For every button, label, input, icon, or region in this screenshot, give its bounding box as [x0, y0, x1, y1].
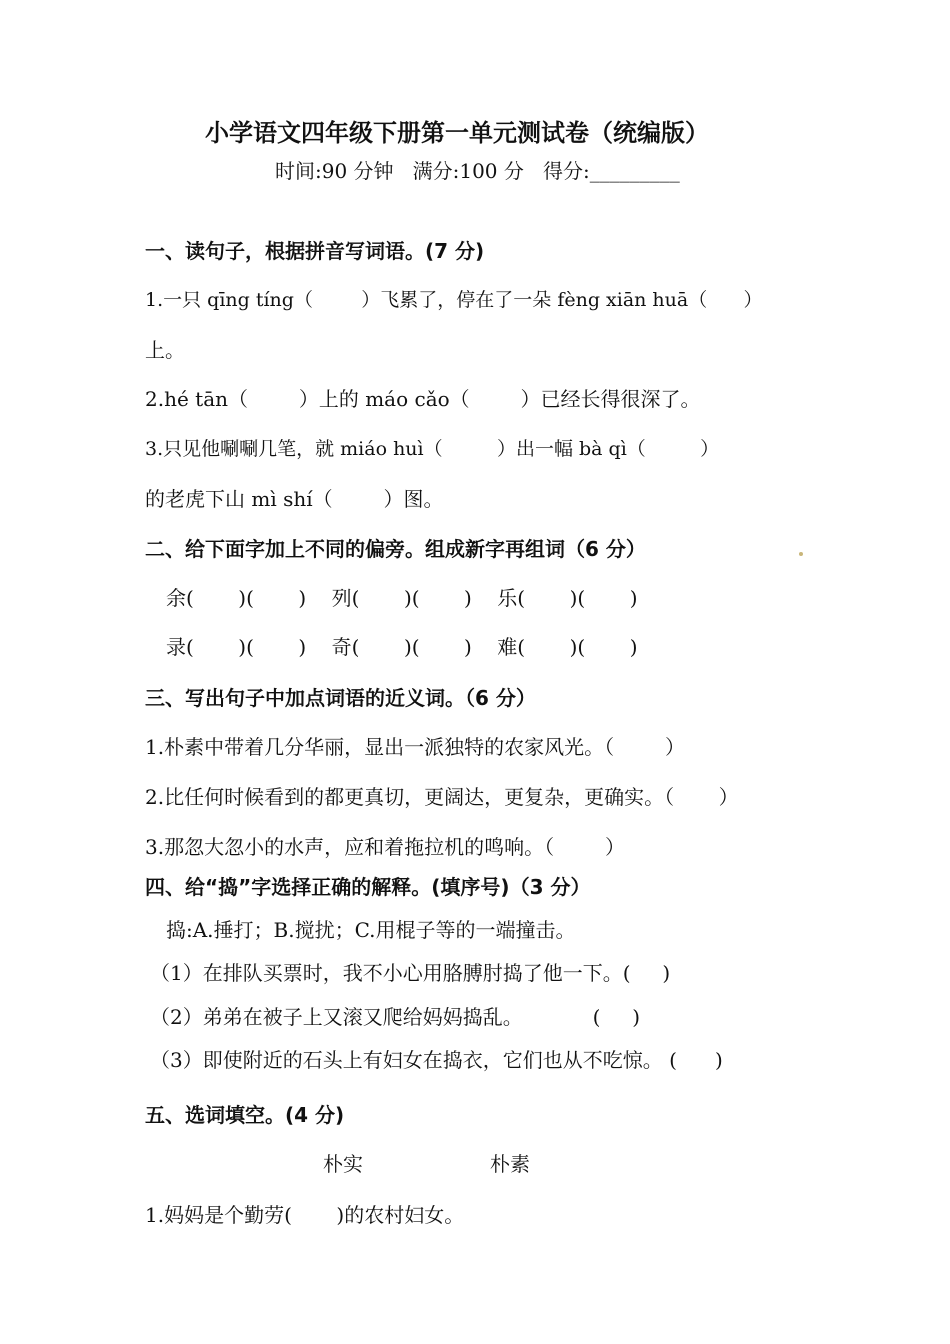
s3-question-1: 1.朴素中带着几分华丽，显出一派独特的农家风光。（ ）	[145, 735, 685, 759]
section-1-heading: 一、读句子，根据拼音写词语。(7 分)	[145, 239, 485, 263]
s4-question-1: （1）在排队买票时，我不小心用胳膊肘捣了他一下。( )	[150, 961, 671, 985]
section-2-heading: 二、给下面字加上不同的偏旁。组成新字再组词（6 分）	[145, 537, 646, 561]
s3-question-3: 3.那忽大忽小的水声，应和着拖拉机的鸣响。（ ）	[145, 835, 625, 859]
speck-mark	[799, 552, 803, 556]
section-5-heading: 五、选词填空。(4 分)	[145, 1103, 345, 1127]
section-4-heading: 四、给“捣”字选择正确的解释。(填序号)（3 分）	[145, 875, 591, 899]
s1-question-1b: 上。	[145, 338, 185, 362]
s1-question-3a: 3.只见他唰唰几笔，就 miáo huì（ ）出一幅 bà qì（ ）	[145, 438, 720, 460]
section-3-heading: 三、写出句子中加点词语的近义词。（6 分）	[145, 686, 536, 710]
score-blank: _________	[589, 159, 680, 183]
s2-row-1: 余( )( ) 列( )( ) 乐( )( )	[166, 586, 638, 610]
s1-question-3b: 的老虎下山 mì shí（ ）图。	[145, 487, 444, 511]
s2-row-2: 录( )( ) 奇( )( ) 难( )( )	[166, 635, 638, 659]
s1-question-1a: 1.一只 qīng tíng（ ）飞累了，停在了一朵 fèng xiān huā（ ）	[145, 289, 763, 311]
word-choice-1: 朴实	[323, 1152, 363, 1176]
exam-meta	[275, 158, 680, 184]
s1-question-2: 2.hé tān（ ）上的 máo cǎo（ ）已经长得很深了。	[145, 387, 701, 411]
exam-meta-text: 时间:90 分钟 满分:100 分 得分:	[275, 159, 590, 183]
s4-definition: 捣:A.捶打；B.搅扰；C.用棍子等的一端撞击。	[166, 918, 576, 942]
s3-question-2: 2.比任何时候看到的都更真切，更阔达，更复杂，更确实。（ ）	[145, 785, 739, 809]
word-choice-2: 朴素	[490, 1152, 530, 1176]
s4-question-2: （2）弟弟在被子上又滚又爬给妈妈捣乱。 ( )	[150, 1005, 641, 1029]
page-title: 小学语文四年级下册第一单元测试卷（统编版）	[205, 119, 709, 147]
s5-question-1: 1.妈妈是个勤劳( )的农村妇女。	[145, 1203, 465, 1227]
s4-question-3: （3）即使附近的石头上有妇女在捣衣，它们也从不吃惊。 ( )	[150, 1048, 723, 1072]
